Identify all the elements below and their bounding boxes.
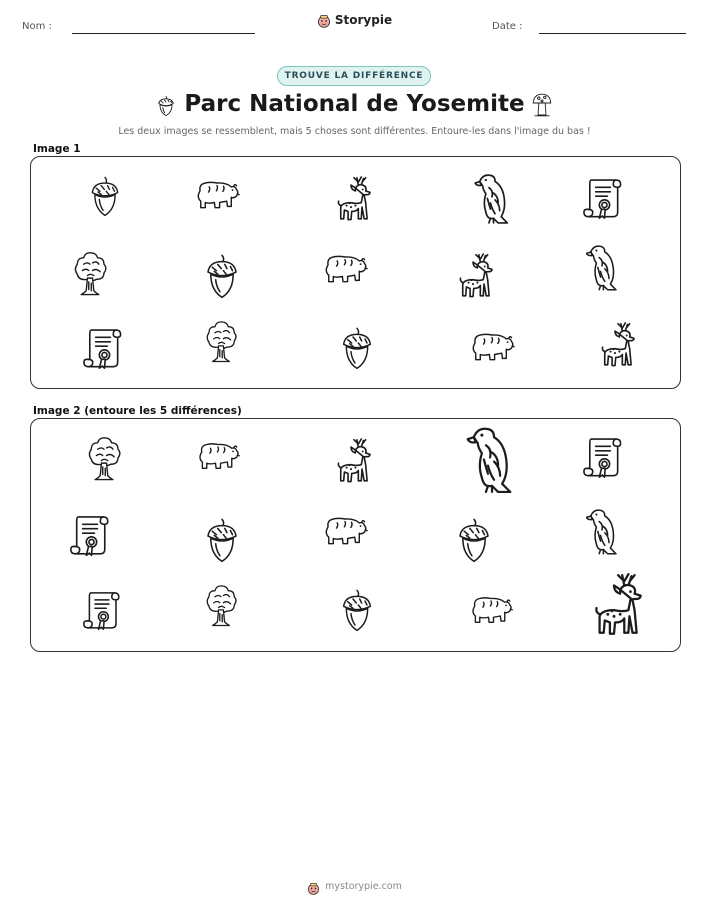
date-line [539, 33, 686, 34]
name-line [72, 33, 255, 34]
image2-label: Image 2 (entoure les 5 différences) [33, 405, 242, 417]
deer-icon [593, 319, 637, 371]
acorn-icon [201, 252, 243, 302]
deer-icon [451, 250, 495, 302]
scroll-icon[interactable] [81, 587, 123, 633]
scroll-icon [581, 173, 625, 223]
scroll-icon[interactable] [67, 511, 113, 559]
bear-icon[interactable] [466, 591, 516, 631]
date-label: Date : [492, 21, 523, 32]
bear-icon[interactable] [193, 437, 243, 477]
acorn-icon[interactable] [201, 515, 243, 567]
bear-icon [319, 249, 371, 291]
storypie-mascot-icon [307, 880, 320, 893]
brand-name: Storypie [334, 13, 393, 27]
tree-icon[interactable] [203, 581, 239, 631]
acorn-icon[interactable] [453, 515, 495, 567]
deer-icon[interactable] [329, 435, 373, 487]
name-label: Nom : [22, 21, 52, 32]
tree-icon [71, 249, 109, 299]
footer [0, 880, 709, 893]
tree-icon [203, 317, 239, 367]
bear-icon [191, 175, 243, 217]
scroll-icon [81, 323, 125, 373]
footer-url: mystorypie.com [325, 881, 402, 892]
instructions-text: Les deux images se ressemblent, mais 5 choses sont différentes. Entoure-les dans l'image du bas ! [118, 126, 591, 137]
bear-icon[interactable] [319, 511, 371, 553]
page-title: Parc National de Yosemite [184, 91, 525, 117]
eagle-icon [581, 239, 623, 295]
deer-icon[interactable] [583, 569, 645, 641]
image1-label: Image 1 [33, 143, 81, 155]
acorn-icon[interactable] [337, 587, 377, 635]
mushroom-icon [530, 90, 554, 120]
eagle-icon [469, 169, 515, 227]
scroll-icon[interactable] [581, 433, 625, 481]
image1-panel [30, 156, 681, 389]
eagle-icon[interactable] [459, 421, 521, 497]
tree-icon[interactable] [85, 433, 123, 485]
image2-panel[interactable] [30, 418, 681, 652]
acorn-icon [86, 173, 124, 221]
brand-logo [0, 13, 709, 27]
activity-badge: TROUVE LA DIFFÉRENCE [277, 66, 431, 86]
bear-icon [466, 327, 518, 369]
storypie-mascot-icon [317, 13, 331, 27]
deer-icon [329, 173, 373, 225]
acorn-icon [337, 325, 377, 373]
eagle-icon[interactable] [581, 503, 623, 559]
